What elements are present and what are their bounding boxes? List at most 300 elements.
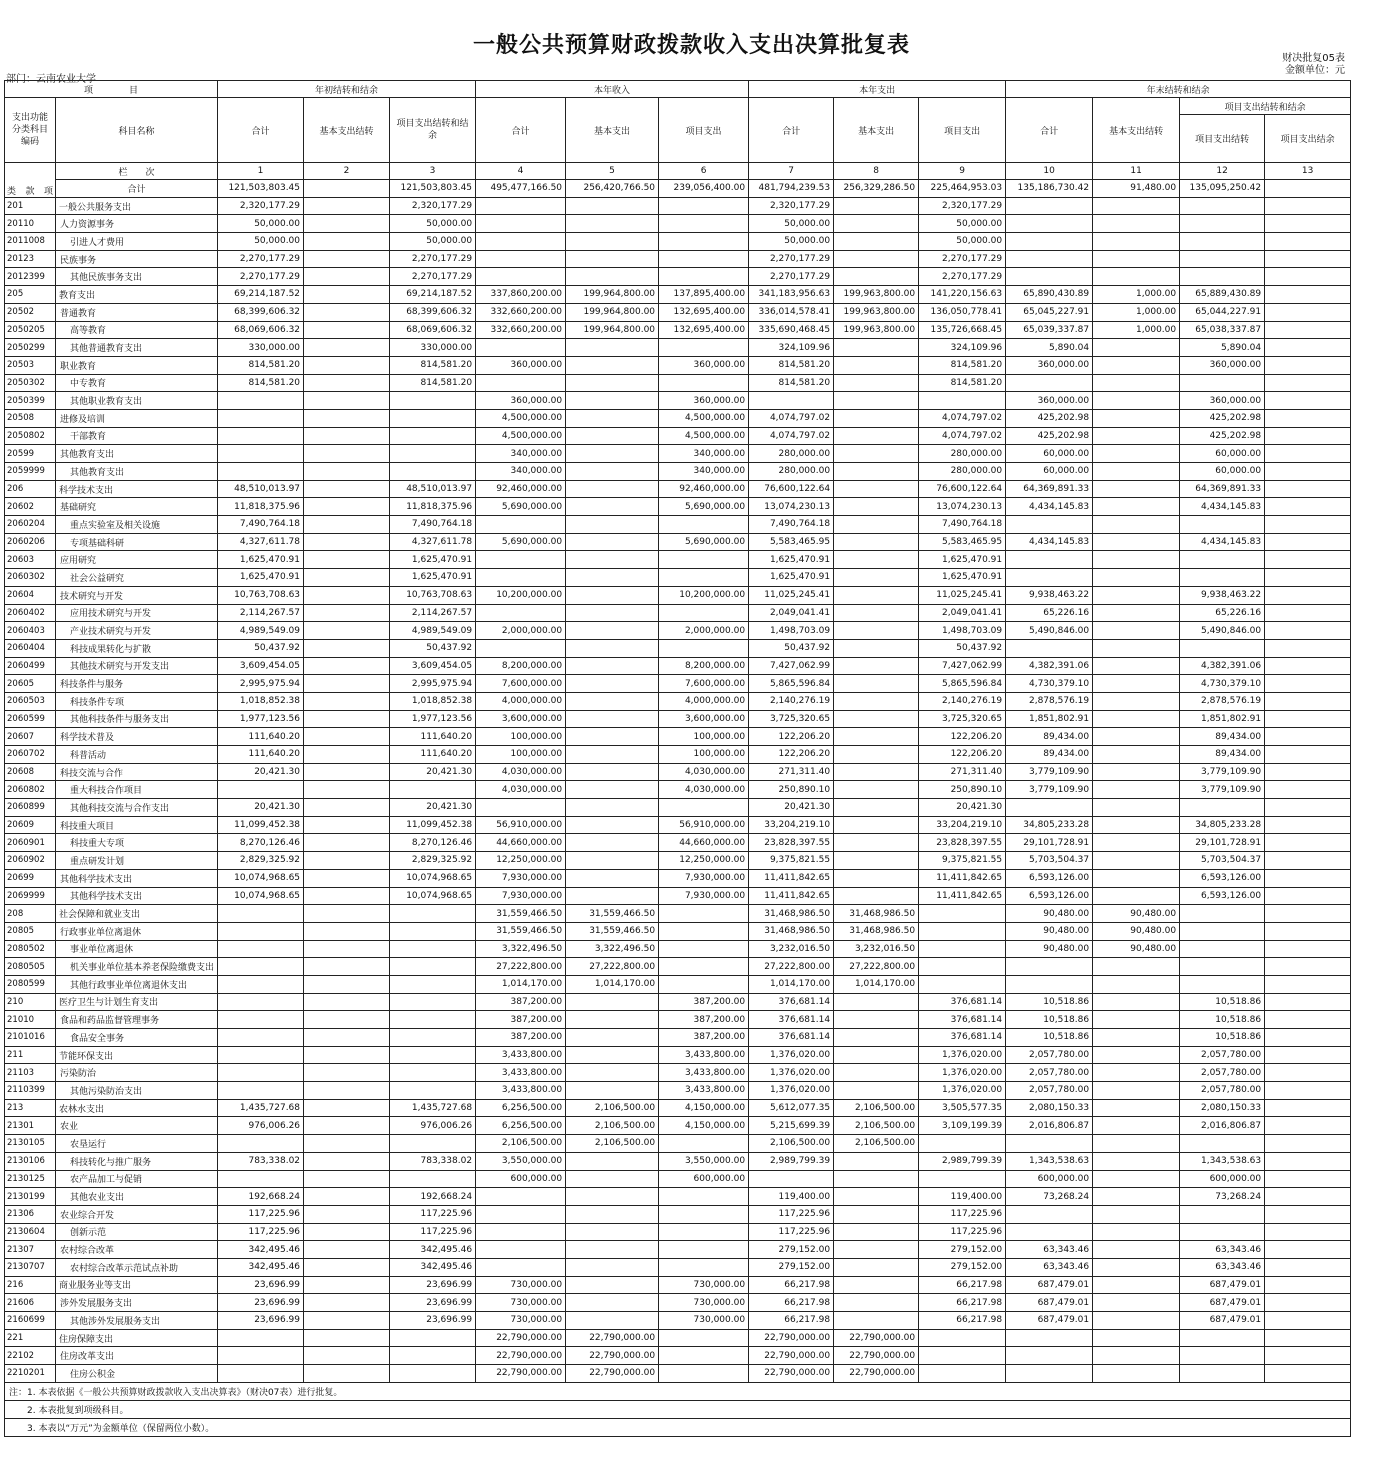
amount-cell <box>659 1188 749 1206</box>
amount-cell <box>1180 1223 1265 1241</box>
amount-cell: 360,000.00 <box>1006 356 1093 374</box>
amount-cell: 376,681.14 <box>749 1011 834 1029</box>
table-row <box>5 816 1351 834</box>
amount-cell <box>304 799 390 817</box>
subject-name: 创新示范 <box>56 1223 218 1241</box>
amount-cell <box>390 922 476 940</box>
subject-name: 科技交流与合作 <box>56 763 218 781</box>
amount-cell: 730,000.00 <box>659 1276 749 1294</box>
subject-name: 商业服务业等支出 <box>56 1276 218 1294</box>
amount-cell <box>566 869 659 887</box>
subject-name: 其他职业教育支出 <box>56 392 218 410</box>
amount-cell: 2,989,799.39 <box>749 1152 834 1170</box>
amount-cell: 22,790,000.00 <box>566 1329 659 1347</box>
amount-cell <box>1093 533 1180 551</box>
amount-cell: 4,500,000.00 <box>659 409 749 427</box>
amount-cell: 29,101,728.91 <box>1006 834 1093 852</box>
amount-cell: 122,206.20 <box>749 746 834 764</box>
column-number: 13 <box>1265 163 1351 180</box>
amount-cell <box>566 763 659 781</box>
amount-cell <box>749 392 834 410</box>
amount-cell: 20,421.30 <box>749 799 834 817</box>
amount-cell: 687,479.01 <box>1180 1312 1265 1330</box>
subject-code: 2060599 <box>5 710 56 728</box>
amount-cell <box>566 728 659 746</box>
amount-cell <box>566 887 659 905</box>
table-row <box>5 940 1351 958</box>
table-row <box>5 286 1351 304</box>
amount-cell <box>1265 1223 1351 1241</box>
subject-code: 2130707 <box>5 1258 56 1276</box>
amount-cell: 23,696.99 <box>218 1276 304 1294</box>
amount-cell: 2,000,000.00 <box>476 622 566 640</box>
amount-cell: 100,000.00 <box>659 728 749 746</box>
amount-cell: 360,000.00 <box>476 392 566 410</box>
amount-cell <box>659 233 749 251</box>
amount-cell: 117,225.96 <box>218 1223 304 1241</box>
amount-cell <box>218 940 304 958</box>
column-number: 9 <box>919 163 1006 180</box>
amount-cell <box>1180 940 1265 958</box>
amount-cell: 22,790,000.00 <box>834 1329 919 1347</box>
amount-cell <box>1265 197 1351 215</box>
amount-cell: 3,725,320.65 <box>749 710 834 728</box>
amount-cell: 31,559,466.50 <box>566 922 659 940</box>
amount-cell <box>304 586 390 604</box>
amount-cell <box>566 1029 659 1047</box>
subject-code: 20604 <box>5 586 56 604</box>
amount-cell: 2,114,267.57 <box>218 604 304 622</box>
amount-cell: 89,434.00 <box>1006 746 1093 764</box>
amount-cell <box>1265 427 1351 445</box>
header-income-total: 合计 <box>476 98 566 163</box>
amount-cell: 495,477,166.50 <box>476 180 566 198</box>
amount-cell: 27,222,800.00 <box>566 958 659 976</box>
amount-cell <box>1093 569 1180 587</box>
subject-name: 高等教育 <box>56 321 218 339</box>
amount-cell: 65,045,227.91 <box>1006 303 1093 321</box>
amount-cell: 117,225.96 <box>390 1223 476 1241</box>
amount-cell: 5,890.04 <box>1006 339 1093 357</box>
amount-cell <box>1265 1046 1351 1064</box>
amount-cell: 10,763,708.63 <box>218 586 304 604</box>
amount-cell: 1,498,703.09 <box>749 622 834 640</box>
amount-cell: 3,433,800.00 <box>659 1046 749 1064</box>
amount-cell: 50,000.00 <box>218 215 304 233</box>
amount-cell: 141,220,156.63 <box>919 286 1006 304</box>
subject-code: 2060499 <box>5 657 56 675</box>
amount-cell: 1,000.00 <box>1093 321 1180 339</box>
amount-cell <box>1006 551 1093 569</box>
header-row-2 <box>5 98 1351 115</box>
amount-cell <box>218 993 304 1011</box>
amount-cell <box>1093 1082 1180 1100</box>
amount-cell <box>1265 551 1351 569</box>
amount-cell <box>304 728 390 746</box>
table-row <box>5 215 1351 233</box>
subject-name: 科普活动 <box>56 746 218 764</box>
amount-cell <box>566 816 659 834</box>
amount-cell: 2,829,325.92 <box>390 852 476 870</box>
column-number: 12 <box>1180 163 1265 180</box>
amount-cell: 1,625,470.91 <box>390 551 476 569</box>
amount-cell <box>1265 1064 1351 1082</box>
amount-cell: 29,101,728.91 <box>1180 834 1265 852</box>
amount-cell: 1,435,727.68 <box>218 1099 304 1117</box>
subject-name: 社会公益研究 <box>56 569 218 587</box>
amount-cell <box>218 1046 304 1064</box>
amount-cell <box>476 1258 566 1276</box>
amount-cell <box>390 1365 476 1383</box>
amount-cell <box>304 1011 390 1029</box>
subject-name: 其他教育支出 <box>56 463 218 481</box>
amount-cell: 387,200.00 <box>476 1011 566 1029</box>
amount-cell: 73,268.24 <box>1006 1188 1093 1206</box>
amount-cell <box>1180 374 1265 392</box>
subject-name: 科技转化与推广服务 <box>56 1152 218 1170</box>
form-number: 财决批复05表 <box>1282 53 1345 64</box>
amount-cell <box>566 463 659 481</box>
subject-name: 产业技术研究与开发 <box>56 622 218 640</box>
subject-name: 医疗卫生与计划生育支出 <box>56 993 218 1011</box>
amount-cell: 31,559,466.50 <box>476 905 566 923</box>
amount-cell <box>659 197 749 215</box>
amount-cell <box>218 1064 304 1082</box>
subject-code: 20605 <box>5 675 56 693</box>
amount-cell: 111,640.20 <box>218 746 304 764</box>
column-number: 1 <box>218 163 304 180</box>
amount-cell: 360,000.00 <box>659 356 749 374</box>
subject-name: 人力资源事务 <box>56 215 218 233</box>
amount-cell <box>1180 799 1265 817</box>
amount-cell: 9,938,463.22 <box>1180 586 1265 604</box>
subject-name: 其他技术研究与开发支出 <box>56 657 218 675</box>
subject-code: 20607 <box>5 728 56 746</box>
column-number: 6 <box>659 163 749 180</box>
table-row <box>5 356 1351 374</box>
amount-cell: 111,640.20 <box>390 728 476 746</box>
subject-code: 2130199 <box>5 1188 56 1206</box>
amount-cell: 4,074,797.02 <box>919 427 1006 445</box>
amount-cell: 387,200.00 <box>476 993 566 1011</box>
amount-cell: 11,818,375.96 <box>390 498 476 516</box>
amount-cell <box>304 1099 390 1117</box>
subject-name: 节能环保支出 <box>56 1046 218 1064</box>
subject-name: 社会保障和就业支出 <box>56 905 218 923</box>
table-row <box>5 692 1351 710</box>
amount-cell <box>834 268 919 286</box>
amount-cell: 5,490,846.00 <box>1180 622 1265 640</box>
subject-name: 教育支出 <box>56 286 218 304</box>
table-row <box>5 586 1351 604</box>
amount-cell <box>304 533 390 551</box>
amount-cell: 27,222,800.00 <box>834 958 919 976</box>
amount-cell <box>834 746 919 764</box>
amount-cell: 1,625,470.91 <box>749 551 834 569</box>
amount-cell <box>1265 286 1351 304</box>
amount-cell: 132,695,400.00 <box>659 303 749 321</box>
table-row <box>5 533 1351 551</box>
amount-cell <box>390 1064 476 1082</box>
amount-cell <box>1006 1223 1093 1241</box>
amount-cell: 66,217.98 <box>919 1294 1006 1312</box>
amount-cell <box>659 799 749 817</box>
amount-cell <box>566 1082 659 1100</box>
amount-cell <box>834 339 919 357</box>
amount-cell <box>566 746 659 764</box>
amount-cell <box>659 604 749 622</box>
amount-cell: 199,964,800.00 <box>566 303 659 321</box>
amount-cell: 3,109,199.39 <box>919 1117 1006 1135</box>
subject-name: 其他农业支出 <box>56 1188 218 1206</box>
amount-cell: 340,000.00 <box>476 463 566 481</box>
amount-cell <box>1265 180 1351 198</box>
subject-code: 2060404 <box>5 639 56 657</box>
amount-cell <box>1265 1029 1351 1047</box>
amount-cell <box>304 1223 390 1241</box>
amount-cell <box>834 498 919 516</box>
amount-cell: 92,460,000.00 <box>659 480 749 498</box>
amount-cell: 2,270,177.29 <box>749 250 834 268</box>
header-project-balance2: 项目支出结余 <box>1265 115 1351 163</box>
table-row <box>5 1258 1351 1276</box>
amount-cell <box>1265 975 1351 993</box>
amount-cell <box>1180 1329 1265 1347</box>
amount-cell: 11,411,842.65 <box>919 887 1006 905</box>
amount-cell <box>390 392 476 410</box>
table-row <box>5 303 1351 321</box>
amount-cell: 280,000.00 <box>919 463 1006 481</box>
amount-cell <box>304 940 390 958</box>
header-subject-name: 科目名称 <box>56 98 218 163</box>
amount-cell: 1,625,470.91 <box>390 569 476 587</box>
amount-cell: 2,106,500.00 <box>749 1135 834 1153</box>
amount-cell <box>834 1152 919 1170</box>
amount-cell: 22,790,000.00 <box>749 1347 834 1365</box>
amount-cell <box>1265 799 1351 817</box>
form-number-block <box>1282 53 1345 77</box>
amount-cell: 136,050,778.41 <box>919 303 1006 321</box>
amount-cell <box>1093 993 1180 1011</box>
table-row <box>5 498 1351 516</box>
amount-cell: 117,225.96 <box>749 1205 834 1223</box>
amount-cell <box>834 215 919 233</box>
amount-cell <box>659 1223 749 1241</box>
subject-code: 2060402 <box>5 604 56 622</box>
amount-cell <box>304 710 390 728</box>
amount-cell: 7,600,000.00 <box>476 675 566 693</box>
subject-code: 206 <box>5 480 56 498</box>
column-number: 3 <box>390 163 476 180</box>
amount-cell: 4,434,145.83 <box>1180 498 1265 516</box>
amount-cell <box>304 1117 390 1135</box>
amount-cell: 199,964,800.00 <box>566 286 659 304</box>
amount-cell: 280,000.00 <box>749 445 834 463</box>
amount-cell <box>566 498 659 516</box>
amount-cell: 33,204,219.10 <box>749 816 834 834</box>
amount-cell <box>834 1064 919 1082</box>
amount-cell <box>834 639 919 657</box>
amount-cell <box>834 657 919 675</box>
amount-cell: 600,000.00 <box>476 1170 566 1188</box>
header-expenditure: 本年支出 <box>749 81 1006 98</box>
amount-cell <box>1093 1312 1180 1330</box>
amount-cell <box>390 463 476 481</box>
amount-cell: 90,480.00 <box>1093 905 1180 923</box>
amount-cell <box>1180 1347 1265 1365</box>
header-closing: 年末结转和结余 <box>1006 81 1351 98</box>
total-row <box>5 180 1351 198</box>
amount-cell: 76,600,122.64 <box>919 480 1006 498</box>
table-row <box>5 463 1351 481</box>
subject-name: 农林水支出 <box>56 1099 218 1117</box>
amount-cell <box>304 657 390 675</box>
amount-cell: 3,550,000.00 <box>476 1152 566 1170</box>
amount-cell <box>304 569 390 587</box>
amount-cell: 4,500,000.00 <box>659 427 749 445</box>
amount-cell: 192,668.24 <box>390 1188 476 1206</box>
amount-cell <box>1093 852 1180 870</box>
amount-cell: 1,977,123.56 <box>218 710 304 728</box>
subject-code: 20123 <box>5 250 56 268</box>
amount-cell: 2,878,576.19 <box>1180 692 1265 710</box>
amount-cell <box>390 1347 476 1365</box>
amount-cell: 1,376,020.00 <box>749 1046 834 1064</box>
amount-cell: 814,581.20 <box>390 374 476 392</box>
note-text: 2. 本表批复到项级科目。 <box>5 1400 1351 1418</box>
amount-cell: 2,057,780.00 <box>1180 1082 1265 1100</box>
amount-cell: 4,434,145.83 <box>1006 498 1093 516</box>
amount-cell: 34,805,233.28 <box>1006 816 1093 834</box>
amount-cell <box>1265 887 1351 905</box>
amount-cell: 814,581.20 <box>749 374 834 392</box>
amount-cell <box>304 480 390 498</box>
amount-cell <box>304 816 390 834</box>
amount-cell <box>834 1170 919 1188</box>
header-xiang: 项 <box>43 186 53 197</box>
amount-cell: 5,583,465.95 <box>919 533 1006 551</box>
subject-name: 科技重大专项 <box>56 834 218 852</box>
amount-cell: 12,250,000.00 <box>659 852 749 870</box>
table-row <box>5 1029 1351 1047</box>
subject-name: 其他教育支出 <box>56 445 218 463</box>
amount-cell <box>304 781 390 799</box>
amount-cell <box>1180 1365 1265 1383</box>
amount-cell <box>1093 551 1180 569</box>
amount-cell: 687,479.01 <box>1006 1294 1093 1312</box>
amount-cell <box>1265 569 1351 587</box>
amount-cell <box>1265 657 1351 675</box>
amount-cell: 199,963,800.00 <box>834 303 919 321</box>
amount-cell <box>834 1011 919 1029</box>
amount-cell: 6,593,126.00 <box>1180 869 1265 887</box>
amount-cell <box>566 675 659 693</box>
amount-cell <box>659 1258 749 1276</box>
amount-cell <box>304 763 390 781</box>
table-row <box>5 233 1351 251</box>
amount-cell <box>1093 409 1180 427</box>
amount-cell: 1,000.00 <box>1093 303 1180 321</box>
amount-cell <box>566 1188 659 1206</box>
amount-cell: 4,000,000.00 <box>476 692 566 710</box>
amount-cell: 50,000.00 <box>919 215 1006 233</box>
amount-cell <box>304 1329 390 1347</box>
table-row <box>5 1205 1351 1223</box>
amount-cell <box>1265 1329 1351 1347</box>
subject-name: 其他科技条件与服务支出 <box>56 710 218 728</box>
amount-cell <box>304 551 390 569</box>
amount-cell: 89,434.00 <box>1180 728 1265 746</box>
amount-cell: 23,696.99 <box>390 1312 476 1330</box>
amount-cell: 271,311.40 <box>919 763 1006 781</box>
table-row <box>5 905 1351 923</box>
subject-name: 民族事务 <box>56 250 218 268</box>
amount-cell <box>1006 374 1093 392</box>
amount-cell <box>834 781 919 799</box>
table-row <box>5 1276 1351 1294</box>
subject-name: 其他普通教育支出 <box>56 339 218 357</box>
amount-cell: 68,399,606.32 <box>218 303 304 321</box>
subject-code: 2011008 <box>5 233 56 251</box>
amount-cell <box>1180 639 1265 657</box>
amount-cell <box>1265 1152 1351 1170</box>
amount-cell: 6,593,126.00 <box>1006 869 1093 887</box>
table-row <box>5 1312 1351 1330</box>
amount-cell <box>834 1223 919 1241</box>
amount-cell: 20,421.30 <box>218 763 304 781</box>
amount-cell: 4,382,391.06 <box>1006 657 1093 675</box>
amount-cell <box>566 480 659 498</box>
amount-cell: 687,479.01 <box>1180 1294 1265 1312</box>
amount-cell <box>1093 356 1180 374</box>
subject-code: 2012399 <box>5 268 56 286</box>
amount-cell: 1,851,802.91 <box>1006 710 1093 728</box>
amount-cell: 50,437.92 <box>919 639 1006 657</box>
amount-cell: 100,000.00 <box>476 728 566 746</box>
amount-cell <box>476 569 566 587</box>
amount-cell: 65,226.16 <box>1180 604 1265 622</box>
subject-code: 2110399 <box>5 1082 56 1100</box>
amount-cell <box>1265 480 1351 498</box>
subject-code: 21010 <box>5 1011 56 1029</box>
amount-cell: 122,206.20 <box>749 728 834 746</box>
subject-code: 20508 <box>5 409 56 427</box>
amount-cell: 68,399,606.32 <box>390 303 476 321</box>
amount-cell <box>1093 728 1180 746</box>
amount-cell <box>834 427 919 445</box>
amount-cell: 50,000.00 <box>749 215 834 233</box>
amount-cell <box>566 551 659 569</box>
table-row <box>5 710 1351 728</box>
subject-code: 21606 <box>5 1294 56 1312</box>
amount-cell <box>1093 1152 1180 1170</box>
amount-cell <box>659 905 749 923</box>
amount-cell <box>1180 975 1265 993</box>
amount-cell: 34,805,233.28 <box>1180 816 1265 834</box>
amount-cell <box>834 604 919 622</box>
amount-cell: 89,434.00 <box>1006 728 1093 746</box>
amount-cell: 425,202.98 <box>1006 427 1093 445</box>
amount-cell: 3,779,109.90 <box>1006 763 1093 781</box>
subject-name: 重点实验室及相关设施 <box>56 516 218 534</box>
amount-cell: 687,479.01 <box>1180 1276 1265 1294</box>
amount-cell: 600,000.00 <box>1180 1170 1265 1188</box>
amount-cell <box>1265 940 1351 958</box>
amount-cell <box>390 975 476 993</box>
amount-cell: 1,625,470.91 <box>749 569 834 587</box>
subject-code: 216 <box>5 1276 56 1294</box>
subject-code: 210 <box>5 993 56 1011</box>
